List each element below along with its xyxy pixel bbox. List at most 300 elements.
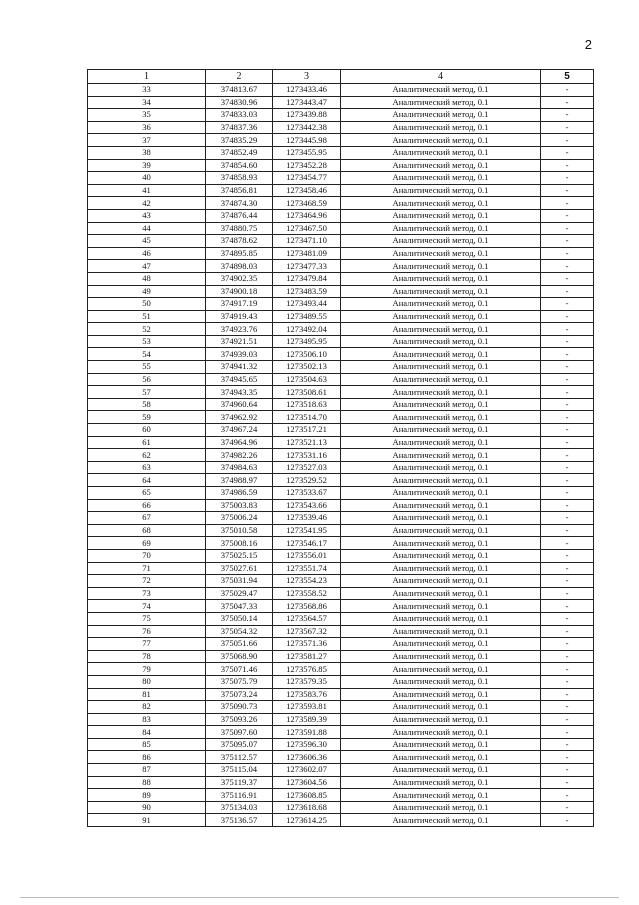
y-coordinate: 1273454.77 [273, 172, 341, 185]
y-coordinate: 1273558.52 [273, 587, 341, 600]
note: - [541, 663, 594, 676]
y-coordinate: 1273471.10 [273, 235, 341, 248]
note: - [541, 814, 594, 827]
point-number: 50 [88, 298, 206, 311]
method-accuracy: Аналитический метод, 0.1 [341, 726, 541, 739]
table-row [88, 549, 594, 562]
table-row [88, 386, 594, 399]
point-number: 37 [88, 134, 206, 147]
x-coordinate: 374876.44 [206, 209, 273, 222]
note: - [541, 524, 594, 537]
note: - [541, 323, 594, 336]
method-accuracy: Аналитический метод, 0.1 [341, 600, 541, 613]
y-coordinate: 1273495.95 [273, 335, 341, 348]
point-number: 41 [88, 184, 206, 197]
note: - [541, 184, 594, 197]
point-number: 51 [88, 310, 206, 323]
header-col-5: 5 [541, 70, 594, 84]
y-coordinate: 1273455.95 [273, 146, 341, 159]
method-accuracy: Аналитический метод, 0.1 [341, 675, 541, 688]
point-number: 77 [88, 638, 206, 651]
method-accuracy: Аналитический метод, 0.1 [341, 789, 541, 802]
table-row [88, 625, 594, 638]
method-accuracy: Аналитический метод, 0.1 [341, 449, 541, 462]
table-row [88, 272, 594, 285]
table-row [88, 474, 594, 487]
x-coordinate: 374880.75 [206, 222, 273, 235]
x-coordinate: 375071.46 [206, 663, 273, 676]
x-coordinate: 375003.83 [206, 499, 273, 512]
x-coordinate: 375054.32 [206, 625, 273, 638]
y-coordinate: 1273506.10 [273, 348, 341, 361]
y-coordinate: 1273527.03 [273, 461, 341, 474]
x-coordinate: 375112.57 [206, 751, 273, 764]
y-coordinate: 1273581.27 [273, 650, 341, 663]
point-number: 63 [88, 461, 206, 474]
y-coordinate: 1273564.57 [273, 612, 341, 625]
header-col-2: 2 [206, 70, 273, 84]
method-accuracy: Аналитический метод, 0.1 [341, 235, 541, 248]
method-accuracy: Аналитический метод, 0.1 [341, 814, 541, 827]
table-row [88, 348, 594, 361]
table-row [88, 373, 594, 386]
x-coordinate: 375025.15 [206, 549, 273, 562]
header-col-4: 4 [341, 70, 541, 84]
method-accuracy: Аналитический метод, 0.1 [341, 373, 541, 386]
table-row [88, 562, 594, 575]
y-coordinate: 1273445.98 [273, 134, 341, 147]
point-number: 69 [88, 537, 206, 550]
x-coordinate: 375073.24 [206, 688, 273, 701]
y-coordinate: 1273606.36 [273, 751, 341, 764]
x-coordinate: 375008.16 [206, 537, 273, 550]
note: - [541, 222, 594, 235]
point-number: 90 [88, 801, 206, 814]
note: - [541, 260, 594, 273]
x-coordinate: 374833.03 [206, 109, 273, 122]
table-row [88, 713, 594, 726]
table-row [88, 235, 594, 248]
table-row [88, 298, 594, 311]
header-col-3: 3 [273, 70, 341, 84]
method-accuracy: Аналитический метод, 0.1 [341, 260, 541, 273]
x-coordinate: 374856.81 [206, 184, 273, 197]
x-coordinate: 374921.51 [206, 335, 273, 348]
method-accuracy: Аналитический метод, 0.1 [341, 96, 541, 109]
x-coordinate: 374900.18 [206, 285, 273, 298]
table-row [88, 247, 594, 260]
x-coordinate: 375136.57 [206, 814, 273, 827]
note: - [541, 424, 594, 437]
point-number: 82 [88, 701, 206, 714]
method-accuracy: Аналитический метод, 0.1 [341, 109, 541, 122]
method-accuracy: Аналитический метод, 0.1 [341, 84, 541, 97]
table-row [88, 512, 594, 525]
point-number: 74 [88, 600, 206, 613]
x-coordinate: 374837.36 [206, 121, 273, 134]
table-row [88, 310, 594, 323]
point-number: 85 [88, 738, 206, 751]
note: - [541, 146, 594, 159]
x-coordinate: 374962.92 [206, 411, 273, 424]
x-coordinate: 375116.91 [206, 789, 273, 802]
note: - [541, 487, 594, 500]
point-number: 36 [88, 121, 206, 134]
y-coordinate: 1273521.13 [273, 436, 341, 449]
table-row [88, 575, 594, 588]
table-row [88, 109, 594, 122]
note: - [541, 121, 594, 134]
y-coordinate: 1273543.66 [273, 499, 341, 512]
y-coordinate: 1273541.95 [273, 524, 341, 537]
note: - [541, 512, 594, 525]
table-row [88, 663, 594, 676]
table-row [88, 537, 594, 550]
table-row [88, 184, 594, 197]
x-coordinate: 374858.93 [206, 172, 273, 185]
table-row [88, 134, 594, 147]
method-accuracy: Аналитический метод, 0.1 [341, 461, 541, 474]
method-accuracy: Аналитический метод, 0.1 [341, 146, 541, 159]
table-row [88, 172, 594, 185]
note: - [541, 197, 594, 210]
table-row [88, 638, 594, 651]
note: - [541, 675, 594, 688]
x-coordinate: 374982.26 [206, 449, 273, 462]
point-number: 78 [88, 650, 206, 663]
table-row [88, 650, 594, 663]
note: - [541, 587, 594, 600]
note: - [541, 285, 594, 298]
point-number: 46 [88, 247, 206, 260]
y-coordinate: 1273608.85 [273, 789, 341, 802]
coordinates-table [87, 69, 594, 827]
y-coordinate: 1273567.32 [273, 625, 341, 638]
method-accuracy: Аналитический метод, 0.1 [341, 209, 541, 222]
point-number: 66 [88, 499, 206, 512]
y-coordinate: 1273604.56 [273, 776, 341, 789]
note: - [541, 84, 594, 97]
point-number: 79 [88, 663, 206, 676]
y-coordinate: 1273554.23 [273, 575, 341, 588]
point-number: 52 [88, 323, 206, 336]
y-coordinate: 1273518.63 [273, 398, 341, 411]
point-number: 81 [88, 688, 206, 701]
x-coordinate: 375115.04 [206, 764, 273, 777]
table-row [88, 814, 594, 827]
note: - [541, 713, 594, 726]
y-coordinate: 1273596.30 [273, 738, 341, 751]
method-accuracy: Аналитический метод, 0.1 [341, 650, 541, 663]
method-accuracy: Аналитический метод, 0.1 [341, 499, 541, 512]
x-coordinate: 375090.73 [206, 701, 273, 714]
point-number: 73 [88, 587, 206, 600]
table-row [88, 197, 594, 210]
x-coordinate: 374919.43 [206, 310, 273, 323]
note: - [541, 398, 594, 411]
method-accuracy: Аналитический метод, 0.1 [341, 801, 541, 814]
x-coordinate: 374986.59 [206, 487, 273, 500]
table-row [88, 487, 594, 500]
y-coordinate: 1273489.55 [273, 310, 341, 323]
method-accuracy: Аналитический метод, 0.1 [341, 524, 541, 537]
table-row [88, 335, 594, 348]
method-accuracy: Аналитический метод, 0.1 [341, 247, 541, 260]
note: - [541, 298, 594, 311]
method-accuracy: Аналитический метод, 0.1 [341, 549, 541, 562]
method-accuracy: Аналитический метод, 0.1 [341, 663, 541, 676]
point-number: 56 [88, 373, 206, 386]
x-coordinate: 375050.14 [206, 612, 273, 625]
note: - [541, 701, 594, 714]
point-number: 53 [88, 335, 206, 348]
x-coordinate: 375119.37 [206, 776, 273, 789]
note: - [541, 335, 594, 348]
x-coordinate: 374923.76 [206, 323, 273, 336]
point-number: 64 [88, 474, 206, 487]
y-coordinate: 1273546.17 [273, 537, 341, 550]
y-coordinate: 1273439.88 [273, 109, 341, 122]
x-coordinate: 374945.65 [206, 373, 273, 386]
note: - [541, 272, 594, 285]
y-coordinate: 1273504.63 [273, 373, 341, 386]
method-accuracy: Аналитический метод, 0.1 [341, 776, 541, 789]
note: - [541, 600, 594, 613]
x-coordinate: 375097.60 [206, 726, 273, 739]
x-coordinate: 375047.33 [206, 600, 273, 613]
method-accuracy: Аналитический метод, 0.1 [341, 222, 541, 235]
note: - [541, 373, 594, 386]
table-row [88, 323, 594, 336]
y-coordinate: 1273583.76 [273, 688, 341, 701]
method-accuracy: Аналитический метод, 0.1 [341, 625, 541, 638]
note: - [541, 562, 594, 575]
x-coordinate: 374988.97 [206, 474, 273, 487]
note: - [541, 764, 594, 777]
y-coordinate: 1273468.59 [273, 197, 341, 210]
point-number: 39 [88, 159, 206, 172]
table-row [88, 701, 594, 714]
method-accuracy: Аналитический метод, 0.1 [341, 323, 541, 336]
note: - [541, 738, 594, 751]
table-row [88, 209, 594, 222]
x-coordinate: 374964.96 [206, 436, 273, 449]
x-coordinate: 375068.90 [206, 650, 273, 663]
method-accuracy: Аналитический метод, 0.1 [341, 713, 541, 726]
table-body [88, 84, 594, 827]
x-coordinate: 375075.79 [206, 675, 273, 688]
x-coordinate: 374943.35 [206, 386, 273, 399]
y-coordinate: 1273458.46 [273, 184, 341, 197]
footer-divider [20, 897, 619, 898]
note: - [541, 449, 594, 462]
method-accuracy: Аналитический метод, 0.1 [341, 197, 541, 210]
y-coordinate: 1273502.13 [273, 361, 341, 374]
method-accuracy: Аналитический метод, 0.1 [341, 411, 541, 424]
table-row [88, 612, 594, 625]
point-number: 70 [88, 549, 206, 562]
table-row [88, 499, 594, 512]
point-number: 57 [88, 386, 206, 399]
note: - [541, 348, 594, 361]
x-coordinate: 374852.49 [206, 146, 273, 159]
note: - [541, 801, 594, 814]
note: - [541, 789, 594, 802]
method-accuracy: Аналитический метод, 0.1 [341, 587, 541, 600]
note: - [541, 537, 594, 550]
method-accuracy: Аналитический метод, 0.1 [341, 298, 541, 311]
table-row [88, 96, 594, 109]
x-coordinate: 374984.63 [206, 461, 273, 474]
y-coordinate: 1273533.67 [273, 487, 341, 500]
point-number: 91 [88, 814, 206, 827]
y-coordinate: 1273556.01 [273, 549, 341, 562]
point-number: 65 [88, 487, 206, 500]
method-accuracy: Аналитический метод, 0.1 [341, 159, 541, 172]
point-number: 83 [88, 713, 206, 726]
method-accuracy: Аналитический метод, 0.1 [341, 474, 541, 487]
point-number: 42 [88, 197, 206, 210]
y-coordinate: 1273508.61 [273, 386, 341, 399]
y-coordinate: 1273593.81 [273, 701, 341, 714]
x-coordinate: 375095.07 [206, 738, 273, 751]
method-accuracy: Аналитический метод, 0.1 [341, 361, 541, 374]
method-accuracy: Аналитический метод, 0.1 [341, 751, 541, 764]
note: - [541, 688, 594, 701]
note: - [541, 575, 594, 588]
table-row [88, 688, 594, 701]
method-accuracy: Аналитический метод, 0.1 [341, 638, 541, 651]
table-row [88, 159, 594, 172]
page-number: 2 [584, 37, 592, 52]
point-number: 67 [88, 512, 206, 525]
point-number: 47 [88, 260, 206, 273]
point-number: 59 [88, 411, 206, 424]
method-accuracy: Аналитический метод, 0.1 [341, 386, 541, 399]
point-number: 87 [88, 764, 206, 777]
note: - [541, 612, 594, 625]
table-row [88, 726, 594, 739]
note: - [541, 134, 594, 147]
y-coordinate: 1273433.46 [273, 84, 341, 97]
method-accuracy: Аналитический метод, 0.1 [341, 172, 541, 185]
y-coordinate: 1273443.47 [273, 96, 341, 109]
note: - [541, 499, 594, 512]
point-number: 40 [88, 172, 206, 185]
point-number: 54 [88, 348, 206, 361]
point-number: 60 [88, 424, 206, 437]
method-accuracy: Аналитический метод, 0.1 [341, 424, 541, 437]
x-coordinate: 375093.26 [206, 713, 273, 726]
y-coordinate: 1273517.21 [273, 424, 341, 437]
y-coordinate: 1273568.86 [273, 600, 341, 613]
point-number: 68 [88, 524, 206, 537]
x-coordinate: 374960.64 [206, 398, 273, 411]
method-accuracy: Аналитический метод, 0.1 [341, 121, 541, 134]
note: - [541, 310, 594, 323]
point-number: 58 [88, 398, 206, 411]
point-number: 88 [88, 776, 206, 789]
note: - [541, 109, 594, 122]
y-coordinate: 1273442.38 [273, 121, 341, 134]
y-coordinate: 1273529.52 [273, 474, 341, 487]
x-coordinate: 374813.67 [206, 84, 273, 97]
note: - [541, 474, 594, 487]
x-coordinate: 374895.85 [206, 247, 273, 260]
x-coordinate: 374917.19 [206, 298, 273, 311]
note: - [541, 247, 594, 260]
y-coordinate: 1273571.36 [273, 638, 341, 651]
table-row [88, 738, 594, 751]
point-number: 76 [88, 625, 206, 638]
y-coordinate: 1273579.35 [273, 675, 341, 688]
x-coordinate: 374898.03 [206, 260, 273, 273]
point-number: 72 [88, 575, 206, 588]
point-number: 80 [88, 675, 206, 688]
table-row [88, 776, 594, 789]
header-col-1: 1 [88, 70, 206, 84]
method-accuracy: Аналитический метод, 0.1 [341, 575, 541, 588]
y-coordinate: 1273614.25 [273, 814, 341, 827]
table-row [88, 222, 594, 235]
note: - [541, 235, 594, 248]
point-number: 35 [88, 109, 206, 122]
y-coordinate: 1273591.88 [273, 726, 341, 739]
note: - [541, 209, 594, 222]
x-coordinate: 375027.61 [206, 562, 273, 575]
note: - [541, 361, 594, 374]
method-accuracy: Аналитический метод, 0.1 [341, 701, 541, 714]
method-accuracy: Аналитический метод, 0.1 [341, 512, 541, 525]
table-row [88, 411, 594, 424]
note: - [541, 436, 594, 449]
table-row [88, 751, 594, 764]
point-number: 49 [88, 285, 206, 298]
x-coordinate: 374874.30 [206, 197, 273, 210]
method-accuracy: Аналитический метод, 0.1 [341, 335, 541, 348]
method-accuracy: Аналитический метод, 0.1 [341, 436, 541, 449]
point-number: 48 [88, 272, 206, 285]
method-accuracy: Аналитический метод, 0.1 [341, 612, 541, 625]
y-coordinate: 1273589.39 [273, 713, 341, 726]
point-number: 43 [88, 209, 206, 222]
table-row [88, 449, 594, 462]
x-coordinate: 375029.47 [206, 587, 273, 600]
note: - [541, 411, 594, 424]
method-accuracy: Аналитический метод, 0.1 [341, 487, 541, 500]
x-coordinate: 374939.03 [206, 348, 273, 361]
point-number: 75 [88, 612, 206, 625]
point-number: 55 [88, 361, 206, 374]
note: - [541, 159, 594, 172]
note: - [541, 776, 594, 789]
method-accuracy: Аналитический метод, 0.1 [341, 285, 541, 298]
point-number: 38 [88, 146, 206, 159]
x-coordinate: 374835.29 [206, 134, 273, 147]
table-row [88, 675, 594, 688]
table-row [88, 587, 594, 600]
point-number: 71 [88, 562, 206, 575]
method-accuracy: Аналитический метод, 0.1 [341, 272, 541, 285]
y-coordinate: 1273477.33 [273, 260, 341, 273]
point-number: 33 [88, 84, 206, 97]
x-coordinate: 374967.24 [206, 424, 273, 437]
y-coordinate: 1273539.46 [273, 512, 341, 525]
method-accuracy: Аналитический метод, 0.1 [341, 562, 541, 575]
table-row [88, 801, 594, 814]
note: - [541, 751, 594, 764]
point-number: 44 [88, 222, 206, 235]
